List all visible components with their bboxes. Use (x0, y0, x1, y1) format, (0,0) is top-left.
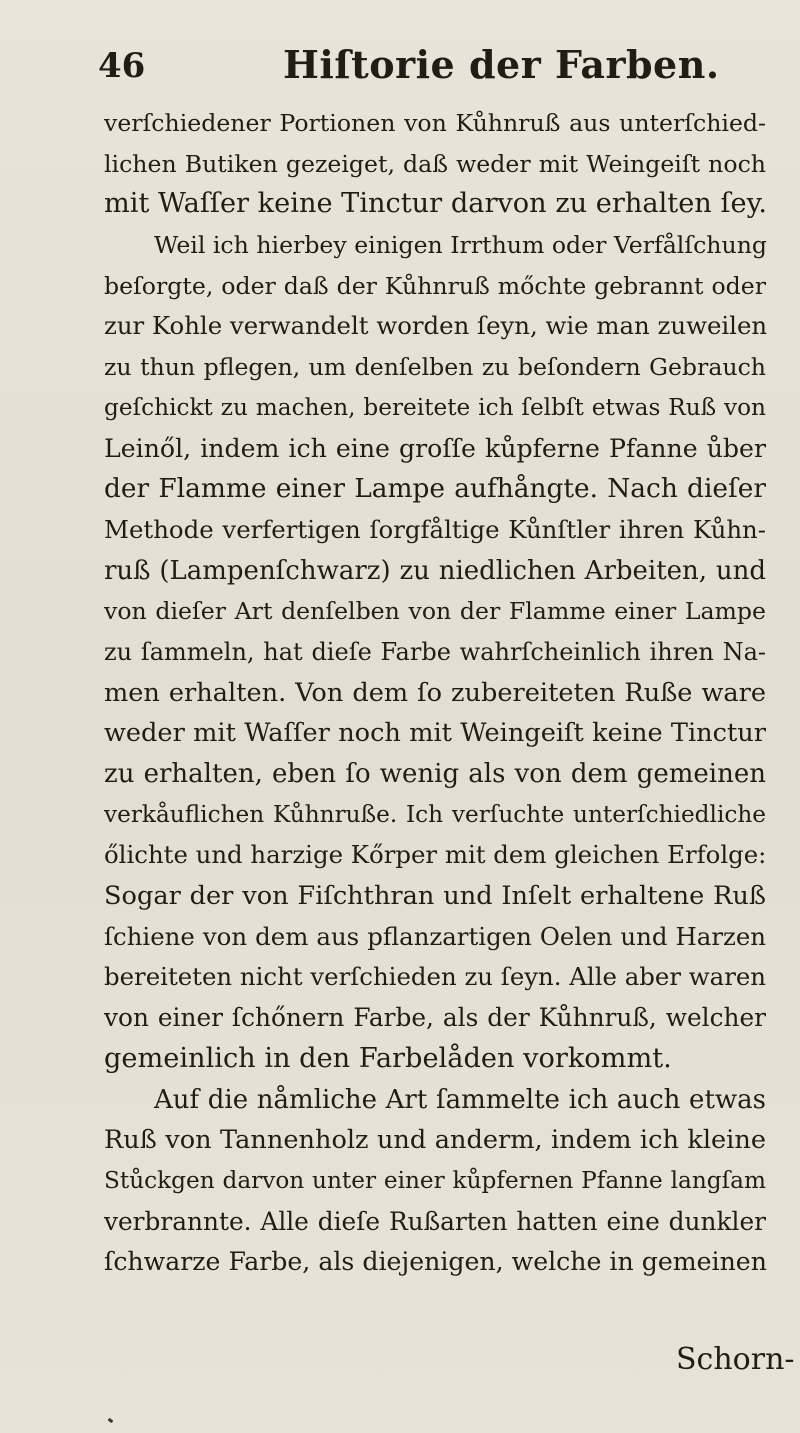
text-line: der Flamme einer Lampe aufhångte. Nach dieſer (104, 473, 766, 505)
text-line: zu erhalten, eben ſo wenig als von dem gemeinen (104, 759, 766, 789)
text-line: zu ſammeln, hat dieſe Farbe wahrſcheinlich ihren Na- (104, 637, 766, 666)
text-line: weder mit Waſſer noch mit Weingeiſt keine Tinctur (104, 718, 766, 749)
body-text (104, 103, 766, 1283)
text-line: Auf die nåmliche Art ſammelte ich auch etwas (154, 1084, 766, 1115)
text-line: Stůckgen darvon unter einer kůpfernen Pfanne langſam (104, 1166, 766, 1194)
paragraph-2 (104, 225, 766, 1079)
ink-speck (108, 1418, 114, 1423)
text-line: mit Waſſer keine Tinctur darvon zu erhalten ſey. (104, 188, 767, 220)
text-line: men erhalten. Von dem ſo zubereiteten Ruße ware (104, 677, 766, 708)
text-line: Leinől, indem ich eine groſſe kůpferne Pfanne ůber (104, 433, 766, 463)
text-line: zu thun pflegen, um denſelben zu beſondern Gebrauch (104, 353, 766, 382)
text-line: őlichte und harzige Kőrper mit dem gleichen Erfolge: (104, 840, 767, 870)
text-line: ruß (Lampenſchwarz) zu niedlichen Arbeiten, und (104, 555, 766, 586)
text-line: verbrannte. Alle dieſe Rußarten hatten eine dunkler (104, 1206, 766, 1236)
catchword: Schorn- (676, 1342, 795, 1377)
text-line: lichen Butiken gezeiget, daß weder mit Weingeiſt noch (104, 149, 766, 178)
text-line: geſchickt zu machen, bereitete ich ſelbſt etwas Ruß von (104, 393, 766, 421)
text-line: bereiteten nicht verſchieden zu ſeyn. Alle aber waren (104, 962, 766, 992)
paragraph-3 (104, 1080, 766, 1283)
paragraph-1 (104, 103, 766, 225)
text-line: zur Kohle verwandelt worden ſeyn, wie man zuweilen (104, 311, 768, 341)
text-line: verkåuflichen Kůhnruße. Ich verſuchte unterſchiedliche (104, 800, 766, 828)
text-line: verſchiedener Portionen von Kůhnruß aus unterſchied- (104, 109, 766, 137)
text-line: Sogar der von Fiſchthran und Inſelt erhaltene Ruß (104, 881, 766, 912)
text-line: gemeinlich in den Farbelåden vorkommt. (104, 1042, 672, 1074)
text-line: Weil ich hierbey einigen Irrthum oder Verfålſchung (154, 231, 767, 260)
running-title: Hiſtorie der Farben. (283, 42, 720, 87)
text-line: Ruß von Tannenholz und anderm, indem ich kleine (104, 1125, 766, 1156)
text-line: ſchwarze Farbe, als diejenigen, welche in gemeinen (104, 1247, 767, 1277)
text-line: von dieſer Art denſelben von der Flamme einer Lampe (104, 597, 766, 626)
text-line: Methode verfertigen ſorgfåltige Kůnſtler ihren Kůhn- (104, 514, 766, 544)
page-number: 46 (98, 46, 146, 86)
text-line: ſchiene von dem aus pflanzartigen Oelen und Harzen (104, 921, 766, 951)
text-line: von einer ſchőnern Farbe, als der Kůhnruß, welcher (104, 1003, 766, 1033)
page-header (98, 42, 758, 92)
text-line: beſorgte, oder daß der Kůhnruß mőchte gebrannt oder (104, 271, 766, 300)
